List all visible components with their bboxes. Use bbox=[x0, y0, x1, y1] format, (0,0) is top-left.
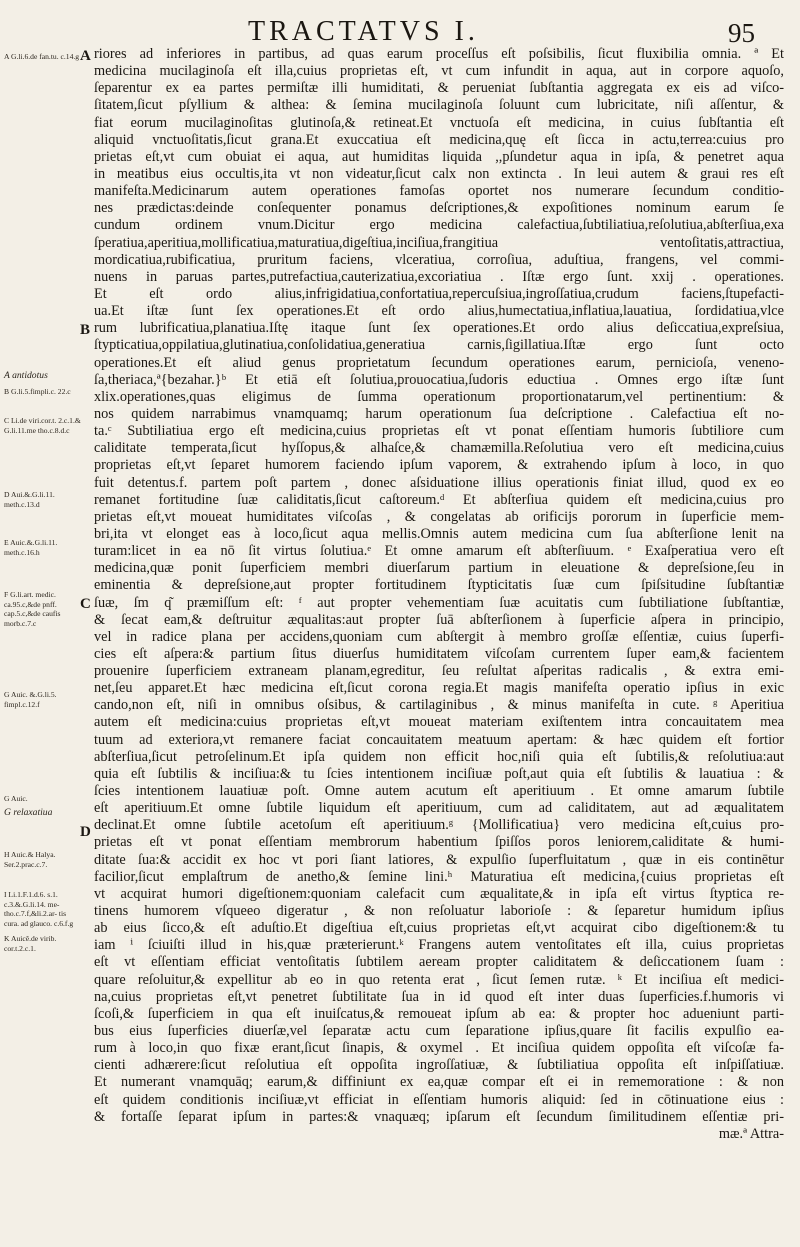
text-line: eſt aperitiuum.Et omne ſubtile liquidum eſt aperitiuum, cum ad caliditatem, aut ad æqualitatem bbox=[94, 800, 784, 817]
text-line: quare reſoluitur,& expellitur ab eo in quo retenta erat , ſicut ſemen rutæ. ᵏ Et inciſiua eſt medici- bbox=[94, 971, 784, 988]
running-title: TRACTATVS I. bbox=[248, 16, 479, 47]
text-line: bus eius ſuperficies diuerſæ,vel ſeparatæ actu cum ſeparatione ipſius,quare ſit facilis expulſio ea- bbox=[94, 1023, 784, 1040]
text-line: ſcoſi,& ſuperficiem in qua eſt inuiſcatus,& remoueat ipſum ab ea: & propter hoc adueniunt parti- bbox=[94, 1005, 784, 1022]
text-line: ta.ᶜ Subtiliatiua ergo eſt medicina,cuius proprietas eſt vt ponat eſſentiam humoris ſubtiliore cum bbox=[94, 423, 784, 440]
text-line: in meatibus eius occultis,ita vt non videatur,ſicut calx non extincta . In leui autem & graui res eſt bbox=[94, 165, 784, 182]
text-line: operationes.Et eſt aliud genus proprietatum ſecundum operationes earum, pernicioſa, veneno- bbox=[94, 354, 784, 371]
text-line: cies eſt aſpera:& partium ſitus diuerſus humiditatem viſcoſam currentem ſuper eam,& facientem bbox=[94, 645, 784, 662]
text-line: fiat eorum mucilaginoſitas glutinoſa,& retineat.Et vnctuoſa eſt medicina, in cuius ſubſtantia eſt bbox=[94, 114, 784, 131]
text-line: ua.Et iſtæ ſunt ſex operationes.Et eſt ordo alius,humectatiua,inflatiua,lauatiua, ſordidatiua,vlce bbox=[94, 303, 784, 320]
text-line: xlix.operationes,quas eligimus de ſumma operationum proportionatarum,vel pertinentium: & bbox=[94, 388, 784, 405]
text-line: riores ad inferiores in partibus, ad quas earum proceſſus eſt poſsibilis, ſicut fluxibilia omnia. ª Et bbox=[94, 46, 784, 62]
text-line: vt acquirat humori digeſtionem:quoniam calefacit cum æqualitate,& in ipſa eſt virtus ſtyptica re- bbox=[94, 885, 784, 902]
text-line: rum à loco,in quo fixæ erant,ſicut ſinapis, & oxymel . Et inciſiua quidem oppoſita eſt viſcoſæ fa- bbox=[94, 1040, 784, 1057]
page-number: 95 bbox=[728, 18, 755, 48]
text-line: nes prædictas:deinde conſequenter ponamus deſcriptiones,& expoſitiones nominum earum ſe bbox=[94, 200, 784, 217]
text-line: vel in radice plana per accidens,quoniam cum abſtergit à membro groſſæ eſſentiæ, cuius ſuperfi- bbox=[94, 628, 784, 645]
text-line: na,cuius proprietas eſt,vt penetret ſubtilitate ſua in id quod eſt inter duas ſuperficies.f.humoris vi bbox=[94, 988, 784, 1005]
text-line: caliditate temperata,ſicut hyſſopus,& alhaſce,& chamæmilla.Reſolutiua vero eſt medicina,cuius bbox=[94, 440, 784, 457]
text-line: prietas eſt,vt moueat humiditates viſcoſas , & congelatas ab orificijs pororum in ſuperficie mem- bbox=[94, 508, 784, 525]
text-line: manifeſta.Medicinarum autem operationes famoſas oportet nos numerare ſecundum conditio- bbox=[94, 183, 784, 200]
text-line: abſterſiua,ſicut petroſelinum.Et ipſa quidem non efficit hoc,niſi quia eſt ſubtilis,& reſolutiua:aut bbox=[94, 748, 784, 765]
text-line: prietas eſt vt ponat eſſentiam membrorum habentium ſpiſſos poros leniorem,caliditate & humi- bbox=[94, 834, 784, 851]
text-line: remanet fortitudine ſuæ caliditatis,ſicut caſtoreum.ᵈ Et abſterſiua quidem eſt medicina,cuius pro bbox=[94, 491, 784, 508]
text-line: tuum ad exteriora,vt remanere faciat concauitatem meatuum apertam: & hæc quidem eſt fortior bbox=[94, 731, 784, 748]
text-line: nos quidem narrabimus vnamquamq; harum operationum ſua deſcriptione . Calefactiua eſt no- bbox=[94, 405, 784, 422]
text-line: nuens in paruas partes,putrefactiua,cauterizatiua,excoriatiua . Iſtæ ergo ſunt. xxij . operationes. bbox=[94, 268, 784, 285]
margin-note: A antidotus bbox=[4, 370, 48, 381]
text-line: fuit detentus.f. partem poſt partem , donec aſsiduatione illius operationis finiat illud, quod ex eo bbox=[94, 474, 784, 491]
text-line: & fortaſſe ſeparat ipſum in partes:& vnaquæq; ipſarum eſt ſecundum ſimilitudinem eſſentiæ pri- bbox=[94, 1108, 784, 1125]
text-line: Et eſt ordo alius,infrigidatiua,confortatiua,repercuſsiua,ingroſſatiua,crudum faciens,ſtupefacti- bbox=[94, 285, 784, 302]
text-line: bri,ita vt elonget eas à loco,ſicut aqua mellis.Omnis autem medicina cum ſua abſterſione lenit na bbox=[94, 525, 784, 542]
text-line: ſeparentur ex ea partes permiſtæ illi humiditati, & perueniat ſubſtantia aggregata ex eis ad viſco- bbox=[94, 80, 784, 97]
text-line: medicina,quæ ponit ſuperficiem membri diuerſarum partium in eleuatione & depreſsione,ſeu in bbox=[94, 560, 784, 577]
text-line: ſitatem,ſicut pſyllium & althea: & ſemina mucilaginoſa ſoluunt cum lubricitate, niſi aſſentur, & bbox=[94, 97, 784, 114]
margin-note: I Li.1.F.1.d.6. s.1. c.3.&.G.li.14. me- tho.c.7.f,&li.2.ar- tis cura. ad glauco. c.6.f.g bbox=[4, 890, 74, 928]
margin-note: G relaxatiua bbox=[4, 807, 53, 818]
margin-note: G Auic. &.G.li.5. fimpl.c.12.f bbox=[4, 690, 57, 709]
text-line: ſperatiua,aperitiua,mollificatiua,maturatiua,digeſtiua,inciſiua,frangitiua ventoſitatis,attractiua, bbox=[94, 234, 784, 251]
text-line: cundum ordinem vnum.Dicitur ergo medicina calefactiua,ſubtiliatiua,reſolutiua,abſterſiua,exa bbox=[94, 217, 784, 234]
margin-note: F G.li.art. medic. ca.95.c,&de pnff. cap.5.c,&de caufis morb.c.7.c bbox=[4, 590, 61, 628]
main-text-block bbox=[80, 46, 784, 1143]
text-line: prietas eſt,vt cum obuiat ei aqua, aut humiditas liquida ,,pſundetur aqua in ipſa, & penetret aqua bbox=[94, 148, 784, 165]
text-line: ſcies intentionem lauatiuæ poſt. Omne autem acutum eſt aperitiuum . Et omne amarum ſubtile bbox=[94, 783, 784, 800]
text-line: ditate ſua:& accidit ex hoc vt pori ſiant latiores, & expulſio ſuperfluitatum , quæ in eis continētur bbox=[94, 851, 784, 868]
text-line: medicina mucilaginoſa eſt illa,cuius proprietas eſt, vt cum infundit in aqua, aut in corpore aquoſo, bbox=[94, 63, 784, 80]
margin-note: D Aui.&.G.li.11. meth.c.13.d bbox=[4, 490, 55, 509]
text-line: ab eius ſicco,& eſt aduſtio.Et digeſtiua eſt,cuius proprietas eſt,vt acquirat cibo digeſtionem:& tu bbox=[94, 920, 784, 937]
margin-note: G Auic. bbox=[4, 794, 28, 803]
margin-note: K Auicê.de virib. cor.t.2.c.1. bbox=[4, 934, 57, 953]
text-line: declinat.Et omne ſubtile acetoſum eſt aperitiuum.ᵍ {Mollificatiua} vero medicina eſt,cuius pro- bbox=[94, 817, 784, 834]
text-line: turam:licet in ea nō ſit virtus ſolutiua.ᵉ Et omne amarum eſt abſterſiuum. ᵉ Exaſperatiua vero eſt bbox=[94, 543, 784, 560]
margin-note: C Li.de viri.cor.t. 2.c.1.& G.li.11.me tho.c.8.d.c bbox=[4, 416, 81, 435]
text-line: prouenire ſuperficiem extraneam planam,egreditur, ſeu reſultat aſperitas radicalis , & extra emi- bbox=[94, 663, 784, 680]
section-letter: A bbox=[80, 48, 91, 64]
text-line: cienti adhærere:ſicut reſolutiua eſt oppoſita ingroſſatiuæ, & ſubtiliatiua oppoſita eſt inſpiſſatiuæ. bbox=[94, 1057, 784, 1074]
margin-note: A G.li.6.de fan.tu. c.14.g bbox=[4, 52, 80, 61]
text-line: eſt quidem conditionis inciſiuæ,vt efficiat in eſſentiam humoris aliquid: ſed in cōtinuatione eius : bbox=[94, 1091, 784, 1108]
text-line: rum lubrificatiua,planatiua.Iſtę itaque ſunt ſex operationes.Et ordo alius deſiccatiua,expreſsiua, bbox=[94, 320, 784, 337]
text-line: autem eſt medicina:cuius proprietas eſt,vt moueat materiam exiſtentem intra concauitatem mea bbox=[94, 714, 784, 731]
text-line: aliquid vnctuoſitatis,ſicut grana.Et exuccatiua eſt medicina,quę eſt ſicca in actu,terrea:cuius pro bbox=[94, 131, 784, 148]
section-letter: B bbox=[80, 322, 91, 338]
text-line: ſtypticatiua,oppilatiua,glutinatiua,conſolidatiua,generatiua carnis,ſigillatiua.Iſtæ ergo ſunt octo bbox=[94, 337, 784, 354]
margin-note: E Auic.&.G.li.11. meth.c.16.h bbox=[4, 538, 58, 557]
text-line: ſa,theriaca,ª{bezahar.}ᵇ Et etiā eſt ſolutiua,prouocatiua,ſudoris eductiua . Omnes ergo iſtæ ſunt bbox=[94, 371, 784, 388]
text-line: tinens humorem vſqueeo digeratur , & non reſoluatur laborioſe : & ſeparetur humidum ipſius bbox=[94, 903, 784, 920]
text-line: & ſecat eam,& deſtruitur æqualitas:aut propter ſuā abſterſionem à ſuperficie aſpera in principio, bbox=[94, 611, 784, 628]
text-line: eſt vt eſſentiam efficiat ventoſitatis ſubtilem aeream propter caliditatem & deſiccationem ſuam : bbox=[94, 954, 784, 971]
text-line: quia eſt ſubtilis & inciſiua:& tu ſcies intentionem inciſiuæ poſt,aut quia eſt ſubtilis & lauatiua : & bbox=[94, 765, 784, 782]
text-line: proprietas eſt,vt ſeparet humorem faciendo ipſum vaporem, & extrahendo ipſum à loco, in quo bbox=[94, 457, 784, 474]
text-line: mordicatiua,rubificatiua, pruritum faciens, vlceratiua, corroſiua, aduſtiua, frangens, vel commi- bbox=[94, 251, 784, 268]
section-letter: C bbox=[80, 596, 91, 612]
section-letter: D bbox=[80, 824, 91, 840]
text-line: mæ.ª Attra- bbox=[718, 1125, 784, 1142]
margin-note: B G.li.5.fimpli.c. 22.c bbox=[4, 387, 71, 396]
text-line: net,ſeu apparet.Et hæc medicina eſt,ſicut corona regia.Et magis manifeſta operatio ipſius in exic bbox=[94, 680, 784, 697]
text-line: ſuæ, ſm q͂ præmiſſum eſt: ᶠ aut propter vehementiam ſuæ acuitatis cum ſubtiliatione ſubſtantiæ, bbox=[94, 594, 784, 611]
text-line: cando,non eſt, niſi in omnibus oſsibus, & cartilaginibus , & minus manifeſta in cute. ᵍ Aperitiua bbox=[94, 697, 784, 714]
text-line: iam ⁱ ſciuiſti illud in his,quæ præterierunt.ᵏ Frangens autem ventoſitates eſt illa, cuius proprietas bbox=[94, 937, 784, 954]
text-line: facilior,ſicut emplaſtrum de anetho,& ſemine lini.ʰ Maturatiua eſt medicina,{cuius proprietas eſt bbox=[94, 868, 784, 885]
text-line: Et numerant vnamquāq; earum,& diffiniunt ex ea,quæ compar eſt ei in rememoratione : & non bbox=[94, 1074, 784, 1091]
margin-note: H Auic.& Halya. Ser.2.prac.c.7. bbox=[4, 850, 56, 869]
text-line: eminentia & depreſsione,aut propter fortitudinem ſtypticitatis ſuæ cum ſpiſsitudine ſubſtantiæ bbox=[94, 577, 784, 594]
